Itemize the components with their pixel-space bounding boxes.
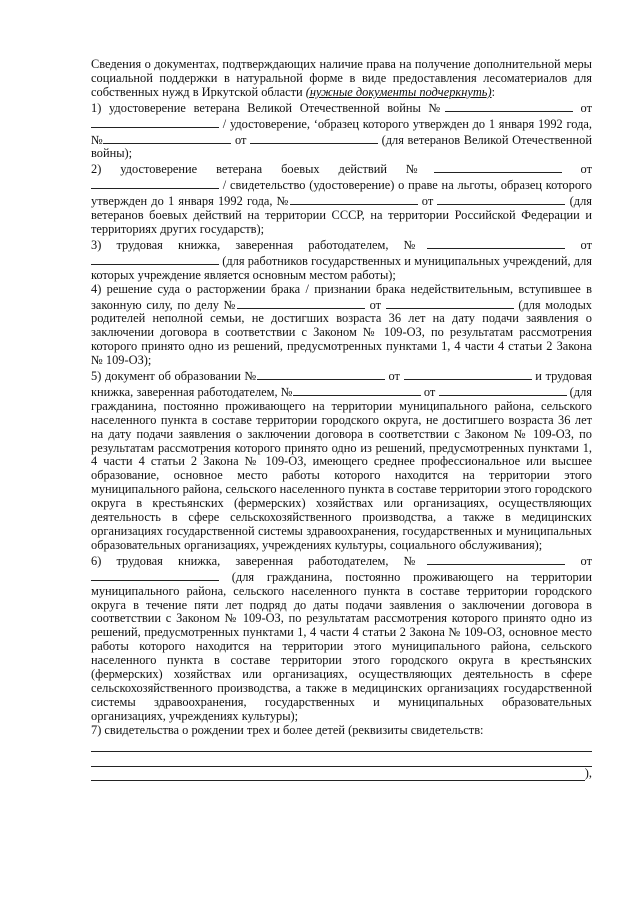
intro-text: Сведения о документах, подтверждающих наличие права на получение дополнительной меры социальной поддержки в натуральной форме в виде предоставления лесоматериалов для собственных нужд в Иркутской области [91,57,592,99]
intro-paragraph [91,58,592,100]
item-2-text-a: 2) удостоверение ветерана боевых действий № [91,162,434,177]
item-3-date-blank[interactable] [91,253,219,265]
item-5-text-b: от [384,369,404,384]
item-7-fill-line-1[interactable] [91,738,592,753]
item-5-text-a: 5) документ об образовании № [91,369,257,384]
item-3-text-b: от [565,237,592,252]
item-1-number2-blank[interactable] [103,132,231,144]
item-1-text-d: от [231,132,251,147]
intro-colon: : [491,84,496,99]
item-1-text-a: 1) удостоверение ветерана Великой Отечественной войны № [91,100,445,115]
item-6-text-a: 6) трудовая книжка, заверенная работодателем, № [91,553,428,568]
item-2-number-blank[interactable] [434,161,562,173]
item-2-date2-blank[interactable] [437,193,565,205]
item-1 [91,100,592,162]
item-4-text-a: 4) решение суда о расторжении брака / признании брака недействительным, вступившее в законную силу, по делу № [91,281,592,312]
item-5-text-d: от [420,384,439,399]
item-6-date-blank[interactable] [91,569,219,581]
item-5-date-blank[interactable] [404,368,532,380]
item-2 [91,161,592,237]
item-3-number-blank[interactable] [427,237,565,249]
item-5 [91,368,592,553]
item-3-text-a: 3) трудовая книжка, заверенная работодателем, № [91,237,428,252]
item-6 [91,553,592,724]
item-7 [91,724,592,738]
item-5-text-c: и трудовая книжка, заверенная работодателем, № [91,369,592,399]
item-4-text-b: от [364,297,386,312]
item-1-date2-blank[interactable] [250,132,378,144]
item-6-text-c: (для гражданина, постоянно проживающего на территории муниципального района, сельского населенного пункта в составе территории городского округа в течение пяти лет подряд до даты подачи заявления о заключении договора в соответствии с Законом № 109-ОЗ, по результатам рассмотрения которого принято одно из решений, предусмотренных пунктами 1, 4 части 4 статьи 2 Закона № 109-ОЗ, основное место работы которого находится на территории этого муниципального района, сельского населенного пункта в составе территории этого городского округа в крестьянских (фермерских) хозяйствах или организациях, осуществляющих деятельность в сфере сельскохозяйственного производства, а также в медицинских организациях государственной системы здравоохранения, государственных и муниципальных образовательных организациях, учреждениях культуры); [91,569,592,723]
item-5-date2-blank[interactable] [439,384,567,396]
item-4-number-blank[interactable] [237,297,365,309]
item-1-text-c: / удостоверение, ‘образец которого утвержден до 1 января 1992 года, № [91,116,592,147]
document-body [91,58,592,781]
item-7-fill-line-3[interactable] [91,768,585,781]
item-4-text-c: (для молодых родителей неполной семьи, не достигших возраста 36 лет на дату подачи заявления о заключении договора в соответствии с Законом № 109-ОЗ, по результатам рассмотрения которого принято одно из решений, предусмотренных пунктами 1, 4 части 4 статьи 2 Закона № 109-ОЗ); [91,297,592,368]
item-2-number2-blank[interactable] [290,193,418,205]
item-7-end: ), [584,766,592,781]
item-7-fill-line-2[interactable] [91,752,592,767]
item-1-number-blank[interactable] [445,100,573,112]
item-3-text-c: (для работников государственных и муниципальных учреждений, для которых учреждение является основным местом работы); [91,253,592,282]
item-2-text-c: / свидетельство (удостоверение) о праве на льготы, образец которого утвержден до 1 января 1992 года, № [91,178,592,209]
item-3 [91,237,592,283]
item-1-date-blank[interactable] [91,116,219,128]
item-2-text-e: (для ветеранов боевых действий на территории СССР, на территории Российской Федерации и территориях других государств); [91,194,592,236]
item-6-text-b: от [565,553,592,568]
item-4-date-blank[interactable] [386,297,514,309]
item-7-text-a: 7) свидетельства о рождении трех и более детей (реквизиты свидетельств: [91,722,484,737]
item-7-last-line [91,767,592,781]
item-5-number-blank[interactable] [257,368,385,380]
item-2-text-b: от [561,162,592,177]
item-1-text-e: (для ветеранов Великой Отечественной войны); [91,132,592,161]
item-5-number2-blank[interactable] [293,384,421,396]
item-5-text-e: (для гражданина, постоянно проживающего на территории муниципального района, сельского населенного пункта в составе территории городского округа, не достигшего возраста 36 лет на дату подачи заявления о заключении договора в соответствии с Законом № 109-ОЗ, по результатам рассмотрения которого принято одно из решений, предусмотренных пунктами 1, 4 части 4 статьи 2 Закона № 109-ОЗ, имеющего среднее профессиональное или высшее образование, основное место работы которого находится на территории этого муниципального района, сельского населенного пункта в составе территории этого городского округа в крестьянских (фермерских) хозяйствах или организациях, осуществляющих деятельность в сфере сельскохозяйственного производства, а также в медицинских организациях государственной системы здравоохранения, государственных и муниципальных образовательных организациях, учреждениях культуры, социального обслуживания); [91,384,592,552]
item-4 [91,283,592,368]
intro-note: (нужные документы подчеркнуть) [305,84,492,99]
item-2-text-d: от [417,194,438,209]
item-6-number-blank[interactable] [427,553,565,565]
item-2-date-blank[interactable] [91,177,219,189]
item-1-text-b: от [572,100,592,115]
